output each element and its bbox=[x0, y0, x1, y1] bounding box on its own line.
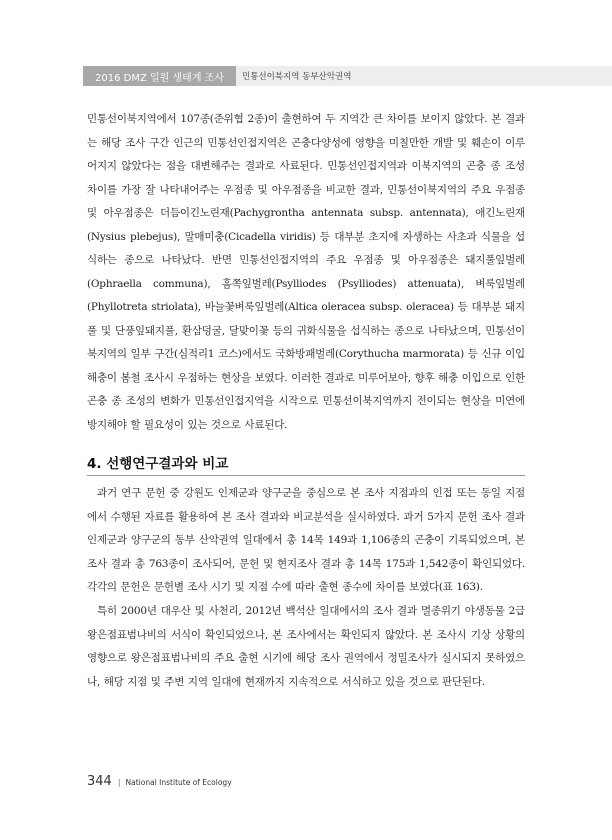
body-paragraph-2: 과거 연구 문헌 중 강원도 인제군과 양구군을 중심으로 본 조사 지점과의 인접 또는 동일 지점에서 수행된 자료를 활용하여 본 조사 결과와 비교분석을 실시하였다. 과거 5가지 문헌 조사 결과 인제군과 양구군의 동부 산악권역 일대에서 총 14목 149과 1,106종의 곤충이 기록되었으며, 본 조사 결과 총 763종이 조사되어, 문헌 및 현지조사 결과 총 14목 175과 1,542종이 확인되었다. 각각의 문헌은 문헌별 조사 시기 및 지점 수에 따라 출현 종수에 차이를 보였다(표 163). bbox=[87, 487, 525, 593]
footer-separator: | bbox=[117, 778, 121, 787]
body-paragraph-3: 특히 2000년 대우산 및 사천리, 2012년 백석산 일대에서의 조사 결과 멸종위기 야생동물 2급 왕은점표범나비의 서식이 확인되었으나, 본 조사에서는 확인되지 않았다. 본 조사시 기상 상황의 영향으로 왕은점표범나비의 주요 출현 시기에 해당 조사 권역에서 정밀조사가 실시되지 못하였으나, 해당 지점 및 주변 지역 일대에 현재까지 지속적으로 서식하고 있을 것으로 판단된다. bbox=[87, 605, 525, 688]
header-subtitle: 민통선이북지역 동부산악권역 bbox=[236, 66, 612, 86]
running-header bbox=[83, 66, 612, 86]
page-footer bbox=[87, 774, 232, 789]
section-heading: 4. 선행연구결과와 비교 bbox=[87, 456, 229, 472]
page-number: 344 bbox=[87, 774, 112, 789]
footer-organization: National Institute of Ecology bbox=[125, 778, 232, 787]
section-divider bbox=[87, 475, 525, 476]
header-title: 2016 DMZ 일원 생태계 조사 bbox=[95, 72, 224, 84]
body-paragraph-1: 민통선이북지역에서 107종(준위협 2종)이 출현하여 두 지역간 큰 차이를 보이지 않았다. 본 결과는 해당 조사 구간 인근의 민통선인접지역은 곤충다양성에 영향을 미칠만한 개발 및 훼손이 이루어지지 않았다는 점을 대변해주는 결과로 사료된다. 민통선인접지역과 이북지역의 곤충 종 조성 차이를 가장 잘 나타내어주는 우점종 및 아우점종을 비교한 결과, 민통선이북지역의 주요 우점종 및 아우점종은 더듬이긴노린재(Pachygrontha antennata subsp. antennata), 애긴노린재(Nysius plebejus), 말매미충(Cicadella viridis) 등 대부분 초지에 자생하는 사초과 식물을 섭식하는 종으로 나타났다. 반면 민통선인접지역의 주요 우점종 및 아우점종은 돼지풀잎벌레(Ophraella communa), 홈쪽잎벌레(Psylliodes (Psylliodes) attenuata), 벼룩잎벌레(Phyllotreta striolata), 바늘꽃벼룩잎벌레(Altica oleracea subsp. oleracea) 등 대부분 돼지풀 및 단풍잎돼지풀, 환삼덩굴, 달맞이꽃 등의 귀화식물을 섭식하는 종으로 나타났으며, 민통선이북지역의 일부 구간(심적리1 코스)에서도 국화방패벌레(Corythucha marmorata) 등 신규 이입 해충이 봄철 조사시 우점하는 현상을 보였다. 이러한 결과로 미루어보아, 향후 해충 이입으로 인한 곤충 종 조성의 변화가 민통선인접지역을 시작으로 민통선이북지역까지 전이되는 현상을 미연에 방지해야 할 필요성이 있는 것으로 사료된다. bbox=[87, 113, 525, 431]
